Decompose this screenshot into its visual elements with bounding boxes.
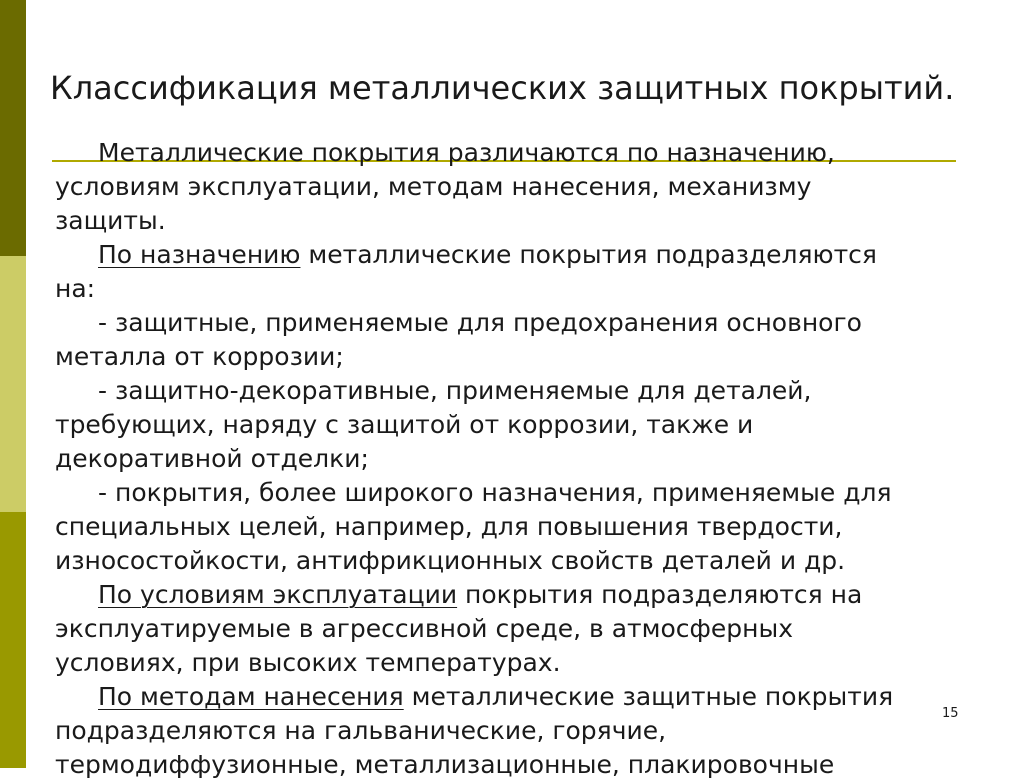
text-line bbox=[55, 204, 990, 238]
side-accent-bar bbox=[0, 0, 26, 768]
side-bar-bottom-segment bbox=[0, 512, 26, 768]
paragraph bbox=[55, 238, 990, 306]
line-text: металла от коррозии; bbox=[55, 342, 344, 371]
paragraph bbox=[55, 374, 990, 476]
line-text: покрытия подразделяются на bbox=[457, 580, 863, 609]
paragraph bbox=[55, 578, 990, 680]
text-line bbox=[55, 238, 990, 272]
paragraph bbox=[55, 306, 990, 374]
line-text: условиях, при высоких температурах. bbox=[55, 648, 561, 677]
underlined-term: По назначению bbox=[98, 240, 301, 269]
text-line bbox=[55, 408, 990, 442]
text-line bbox=[55, 510, 990, 544]
line-text: металлические покрытия подразделяются bbox=[300, 240, 877, 269]
line-text: термодиффузионные, металлизационные, плакировочные bbox=[55, 750, 835, 779]
line-text: защиты. bbox=[55, 206, 166, 235]
line-text: износостойкости, антифрикционных свойств деталей и др. bbox=[55, 546, 846, 575]
slide-body-text bbox=[55, 136, 990, 782]
side-bar-top-segment bbox=[0, 0, 26, 256]
paragraph bbox=[55, 476, 990, 578]
text-line bbox=[55, 714, 990, 748]
text-line bbox=[55, 578, 990, 612]
line-text: металлические защитные покрытия bbox=[403, 682, 894, 711]
line-text: эксплуатируемые в агрессивной среде, в атмосферных bbox=[55, 614, 794, 643]
text-line bbox=[55, 136, 990, 170]
text-line bbox=[55, 612, 990, 646]
slide-title: Классификация металлических защитных покрытий. bbox=[50, 69, 955, 107]
line-text: - покрытия, более широкого назначения, применяемые для bbox=[98, 478, 892, 507]
line-text: декоративной отделки; bbox=[55, 444, 369, 473]
underlined-term: По условиям эксплуатации bbox=[98, 580, 458, 609]
line-text: Металлические покрытия различаются по назначению, bbox=[98, 138, 835, 167]
text-line bbox=[55, 442, 990, 476]
text-line bbox=[55, 476, 990, 510]
underlined-term: По методам нанесения bbox=[98, 682, 404, 711]
line-text: условиям эксплуатации, методам нанесения, механизму bbox=[55, 172, 812, 201]
line-text: подразделяются на гальванические, горячие, bbox=[55, 716, 667, 745]
paragraph bbox=[55, 136, 990, 238]
text-line bbox=[55, 340, 990, 374]
line-text: - защитно-декоративные, применяемые для деталей, bbox=[98, 376, 812, 405]
paragraph bbox=[55, 680, 990, 782]
text-line bbox=[55, 272, 990, 306]
text-line bbox=[55, 748, 990, 782]
line-text: специальных целей, например, для повышения твердости, bbox=[55, 512, 843, 541]
text-line bbox=[55, 170, 990, 204]
side-bar-middle-segment bbox=[0, 256, 26, 512]
line-text: - защитные, применяемые для предохранения основного bbox=[98, 308, 862, 337]
text-line bbox=[55, 646, 990, 680]
text-line bbox=[55, 374, 990, 408]
line-text: требующих, наряду с защитой от коррозии, также и bbox=[55, 410, 754, 439]
line-text: на: bbox=[55, 274, 96, 303]
text-line bbox=[55, 544, 990, 578]
text-line bbox=[55, 680, 990, 714]
page-number: 15 bbox=[942, 706, 959, 721]
text-line bbox=[55, 306, 990, 340]
